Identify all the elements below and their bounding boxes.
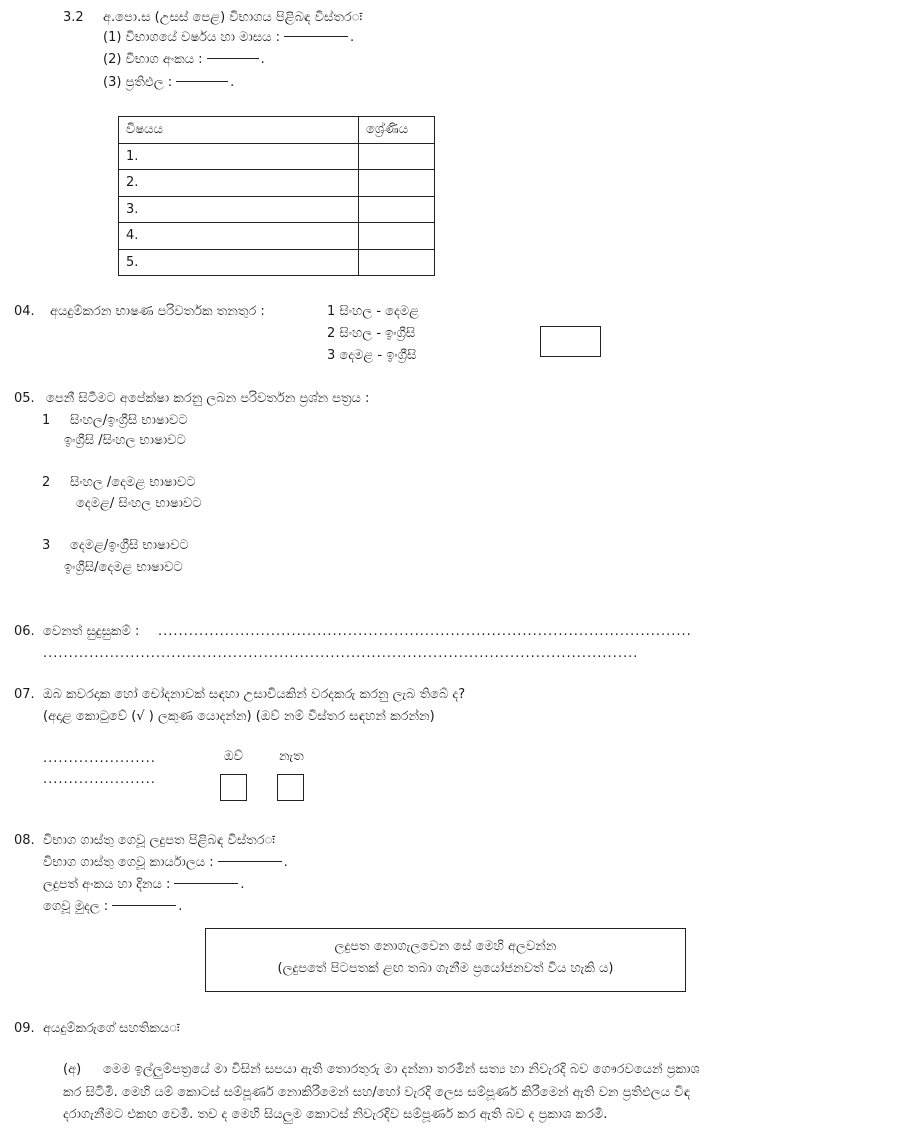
other-qualifications-line-1[interactable]: ........................................................................................................ xyxy=(158,625,692,639)
fee-paid-office-field[interactable]: විභාග ගාස්තු ගෙවූ කාර්යාලය : . xyxy=(43,855,288,870)
section-07-number: 07. xyxy=(14,687,35,702)
no-label: නැත xyxy=(279,749,304,764)
section-08-number: 08. xyxy=(14,833,35,848)
paper-group-2-number: 2 xyxy=(42,475,51,490)
section-05-text: පෙනී සිටීමට අපේක්ෂා කරනු ලබන පරිවර්තන ප්‍රශ්න පත්‍රය : xyxy=(46,391,370,406)
post-option-2: 2 සිංහල - ඉංග්‍රීසි xyxy=(327,326,416,341)
section-3-2-number: 3.2 xyxy=(63,10,84,25)
table-row xyxy=(119,196,435,223)
column-header-grade: ශ්‍රේණිය xyxy=(359,117,435,144)
receipt-paste-area xyxy=(205,928,686,992)
section-08-title: විභාග ගාස්තු ගෙවූ ලදුපත පිළිබඳ විස්තරः xyxy=(43,833,275,848)
section-05-number: 05. xyxy=(14,391,35,406)
subject-grade-table xyxy=(118,116,435,276)
column-header-subject: විෂයය xyxy=(119,117,359,144)
post-option-1: 1 සිංහල - දෙමළ xyxy=(327,304,420,319)
receipt-number-date-field[interactable]: ලදුපත් අංකය හා දිනය : . xyxy=(43,877,245,892)
table-row xyxy=(119,143,435,170)
yes-checkbox[interactable] xyxy=(220,774,247,801)
post-option-3: 3 දෙමළ - ඉංග්‍රීසි xyxy=(327,348,417,363)
conviction-details-line-1[interactable]: ...................... xyxy=(43,752,156,766)
declaration-line-1: මෙම ඉල්ලුම්පත්‍රයේ මා විසින් සපයා ඇති තොරතුරු මා දන්නා තරමින් සත්‍ය හා නිවැරදි බව ගෞරවයෙන් ප්‍රකාශ xyxy=(103,1062,700,1077)
section-06-number: 06. xyxy=(14,624,35,639)
exam-year-month-field[interactable]: (1) විභාගයේ වර්ෂය හා මාසය : . xyxy=(103,30,355,45)
results-field[interactable]: (3) ප්‍රතිඵල : . xyxy=(103,75,235,90)
grade-cell[interactable] xyxy=(359,223,435,250)
section-04-text: අයදුම්කරන භාෂණ පරිවර්තක තනතුර : xyxy=(50,304,265,319)
paper-group-1-number: 1 xyxy=(42,413,51,428)
paper-group-2-line-1: සිංහල /දෙමළ භාෂාවට xyxy=(70,475,196,490)
exam-number-field[interactable]: (2) විභාග අංකය : . xyxy=(103,52,265,67)
paper-group-3-line-2: ඉංග්‍රීසි/දෙමළ භාෂාවට xyxy=(64,560,183,575)
paper-group-3-line-1: දෙමළ/ඉංග්‍රීසි භාෂාවට xyxy=(70,538,189,553)
paper-group-1-line-2: ඉංග්‍රීසි /සිංහල භාෂාවට xyxy=(64,433,186,448)
subject-cell[interactable]: 3. xyxy=(119,196,359,223)
table-header-row xyxy=(119,117,435,144)
grade-cell[interactable] xyxy=(359,249,435,276)
paper-group-2-line-2: දෙමළ/ සිංහල භාෂාවට xyxy=(76,496,202,511)
amount-paid-field[interactable]: ගෙවූ මුදල : . xyxy=(43,899,183,914)
paper-group-1-line-1: සිංහල/ඉංග්‍රීසි භාෂාවට xyxy=(70,413,188,428)
conviction-details-line-2[interactable]: ...................... xyxy=(43,773,156,787)
grade-cell[interactable] xyxy=(359,143,435,170)
section-04-number: 04. xyxy=(14,304,35,319)
subject-cell[interactable]: 2. xyxy=(119,170,359,197)
table-row xyxy=(119,170,435,197)
section-09-number: 09. xyxy=(14,1021,35,1036)
subject-cell[interactable]: 1. xyxy=(119,143,359,170)
section-3-2-title: අ.පො.ස (උසස් පෙළ) විභාගය පිළිබඳ විස්තරः xyxy=(103,10,363,25)
yes-label: ඔව් xyxy=(224,749,243,764)
receipt-note: (ලදුපතේ පිටපතක් ළඟ තබා ගැනීම ප්‍රයෝජනවත් විය හැකි ය) xyxy=(277,961,614,976)
receipt-instruction: ලදුපත නොගැලවෙන සේ මෙහි අලවන්න xyxy=(334,939,557,954)
no-checkbox[interactable] xyxy=(277,774,304,801)
section-09-title: අයදුම්කරුගේ සහතිකයः xyxy=(43,1021,180,1036)
table-row xyxy=(119,249,435,276)
subject-cell[interactable]: 4. xyxy=(119,223,359,250)
other-qualifications-line-2[interactable]: .................................................................................................................... xyxy=(43,647,639,661)
grade-cell[interactable] xyxy=(359,170,435,197)
conviction-instruction: (අදාළ කොටුවේ (√ ) ලකුණ යොදන්න) (ඔව් නම් විස්තර සඳහන් කරන්න) xyxy=(43,709,435,724)
section-06-text: වෙනත් සුදුසුකම් : xyxy=(43,624,140,639)
declaration-line-3: දරාගැනීමට එකඟ වෙමි. තව ද මෙහි සියලුම කොටස් නිවැරදිව සම්පූර්ණ කර ඇති බව ද ප්‍රකාශ කරමි. xyxy=(63,1107,608,1122)
subject-cell[interactable]: 5. xyxy=(119,249,359,276)
conviction-question: ඔබ කවරදාක හෝ චෝදනාවක් සඳහා උසාවියකින් වරදකරු කරනු ලැබ තිබේ ද? xyxy=(43,687,466,702)
paper-group-3-number: 3 xyxy=(42,538,51,553)
declaration-label: (අ) xyxy=(63,1062,82,1077)
post-choice-box[interactable] xyxy=(540,326,601,357)
table-row xyxy=(119,223,435,250)
declaration-line-2: කර සිටිමි. මෙහි යම් කොටස් සම්පූර්ණ නොකිරීමෙන් සහ/හෝ වැරදි ලෙස සම්පූර්ණ කිරීමෙන් ඇති වන ප්‍රතිඵලය විඳ xyxy=(63,1085,691,1100)
grade-cell[interactable] xyxy=(359,196,435,223)
